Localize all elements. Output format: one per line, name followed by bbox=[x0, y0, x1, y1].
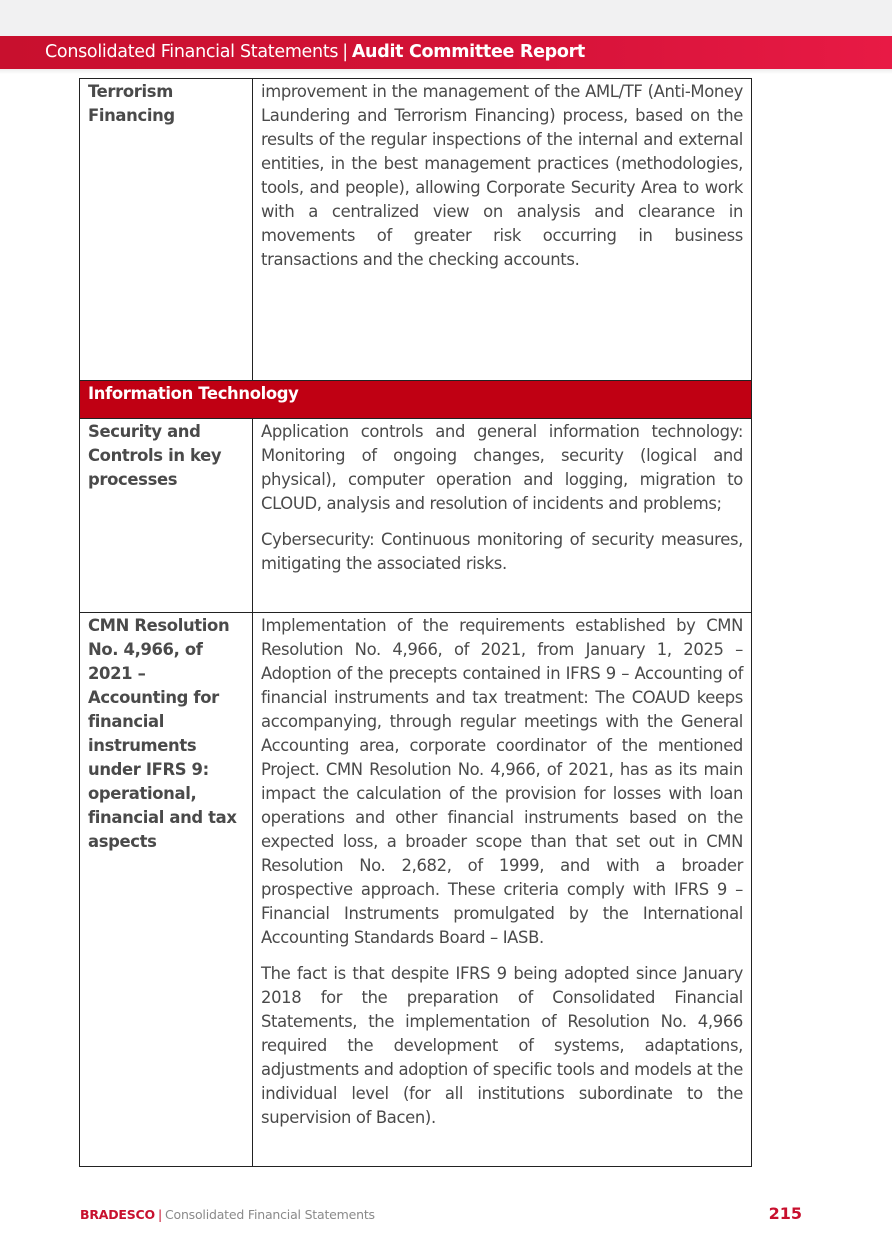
table-row bbox=[80, 613, 752, 1167]
header-separator: | bbox=[342, 42, 348, 62]
footer-brand-name: BRADESCO bbox=[80, 1207, 155, 1222]
header-section-title: Audit Committee Report bbox=[351, 42, 585, 62]
topic-cell: Security and Controls in key processes bbox=[80, 419, 253, 613]
description-paragraph: Cybersecurity: Continuous monitoring of security measures, mitigating the associated risks. bbox=[261, 530, 743, 573]
description-paragraph: Implementation of the requirements established by CMN Resolution No. 4,966, of 2021, from January 1, 2025 – Adoption of the precepts contained in IFRS 9 – Accounting of financial instruments and tax treatment: The COAUD keeps accompanying, through regular meetings with the General Accounting area, corporate coordinator of the mentioned Project. CMN Resolution No. 4,966, of 2021, has as its main impact the calculation of the provision for losses with loan operations and other financial instruments based on the expected loss, a broader scope than that set out in CMN Resolution No. 2,682, of 1999, and with a broader prospective approach. These criteria comply with IFRS 9 – Financial Instruments promulgated by the International Accounting Standards Board – IASB. bbox=[261, 616, 743, 947]
description-cell bbox=[253, 79, 752, 381]
description-paragraph: The fact is that despite IFRS 9 being adopted since January 2018 for the preparation of Consolidated Financial Statements, the implementation of Resolution No. 4,966 required the development of systems, adaptations, adjustments and adoption of specific tools and models at the individual level (for all institutions subordinate to the supervision of Bacen). bbox=[261, 964, 743, 1127]
table-row bbox=[80, 79, 752, 381]
description-paragraph: Application controls and general information technology: Monitoring of ongoing changes, security (logical and physical), computer operation and logging, migration to CLOUD, analysis and resolution of incidents and problems; bbox=[261, 422, 743, 513]
page-footer bbox=[80, 1206, 375, 1224]
header-document-title: Consolidated Financial Statements bbox=[45, 42, 339, 62]
top-margin-strip bbox=[0, 0, 892, 36]
header-shadow bbox=[0, 69, 892, 74]
description-cell bbox=[253, 613, 752, 1167]
section-heading-row bbox=[80, 381, 752, 419]
section-heading: Information Technology bbox=[80, 381, 752, 419]
description-cell bbox=[253, 419, 752, 613]
audit-topics-table bbox=[79, 78, 752, 1167]
topic-cell: CMN Resolution No. 4,966, of 2021 – Accounting for financial instruments under IFRS 9: operational, financial and tax aspects bbox=[80, 613, 253, 1167]
topic-cell: Terrorism Financing bbox=[80, 79, 253, 381]
footer-separator: | bbox=[157, 1207, 162, 1222]
page-header bbox=[0, 36, 892, 69]
footer-document-title: Consolidated Financial Statements bbox=[164, 1207, 375, 1222]
description-paragraph: improvement in the management of the AML/TF (Anti-Money Laundering and Terrorism Financing) process, based on the results of the regular inspections of the internal and external entities, in the best management practices (methodologies, tools, and people), allowing Corporate Security Area to work with a centralized view on analysis and clearance in movements of greater risk occurring in business transactions and the checking accounts. bbox=[261, 82, 743, 269]
page-number: 215 bbox=[768, 1204, 802, 1223]
table-row bbox=[80, 419, 752, 613]
